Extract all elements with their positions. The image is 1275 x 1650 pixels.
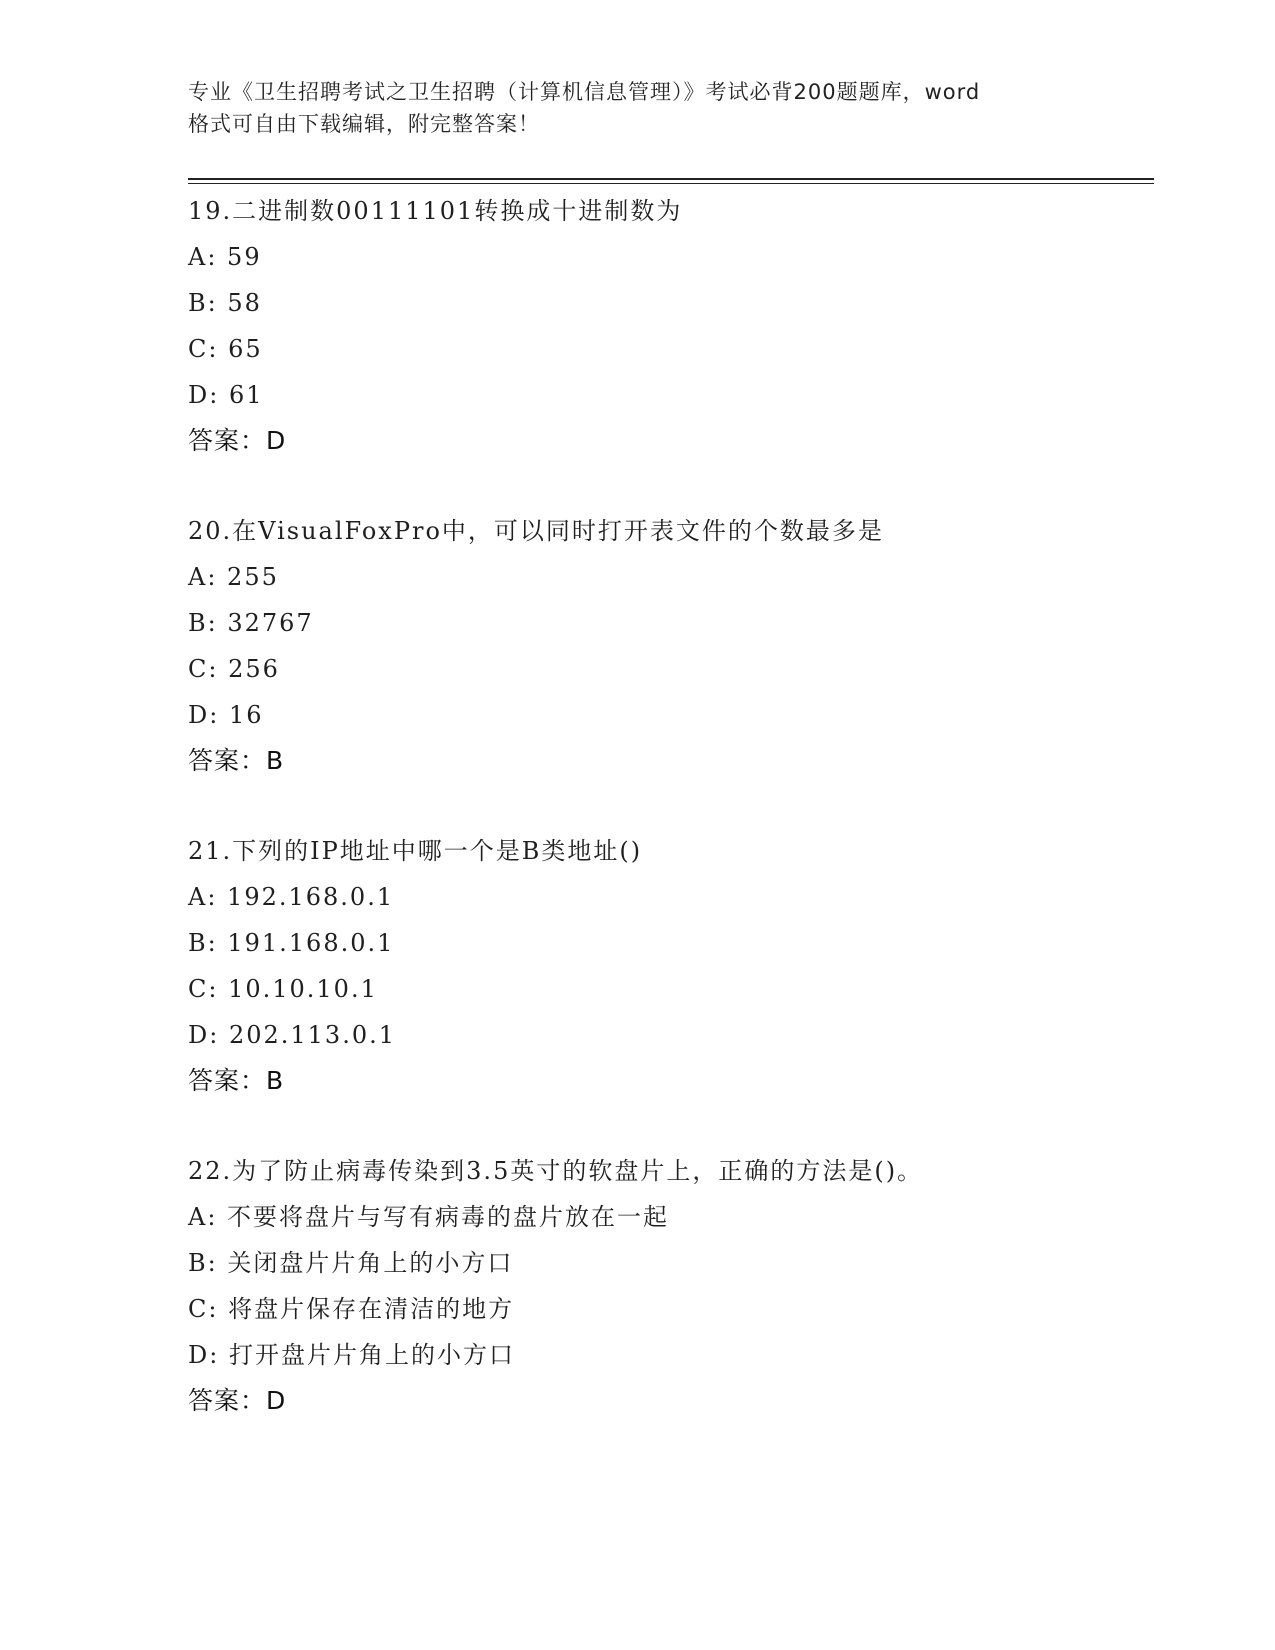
- question-19: [188, 188, 1154, 464]
- question-21: [188, 828, 1154, 1104]
- answer: 答案：B: [188, 746, 285, 775]
- option-a: A: 59: [188, 243, 262, 271]
- option-a: A: 255: [188, 563, 279, 591]
- header-divider-thin: [188, 183, 1154, 184]
- option-b: B: 191.168.0.1: [188, 929, 395, 957]
- option-b: B: 58: [188, 289, 262, 317]
- question-20: [188, 508, 1154, 784]
- header-title-line-2: 格式可自由下载编辑，附完整答案！: [188, 112, 540, 136]
- option-b: B: 关闭盘片片角上的小方口: [188, 1249, 514, 1277]
- header-title-line-1: 专业《卫生招聘考试之卫生招聘（计算机信息管理）》考试必背200题题库，word: [188, 80, 981, 104]
- question-22: [188, 1148, 1154, 1424]
- option-c: C: 10.10.10.1: [188, 975, 378, 1003]
- option-d: D: 61: [188, 381, 264, 409]
- option-b: B: 32767: [188, 609, 314, 637]
- option-c: C: 65: [188, 335, 263, 363]
- question-stem: 19.二进制数00111101转换成十进制数为: [188, 197, 683, 225]
- option-d: D: 16: [188, 701, 264, 729]
- option-d: D: 202.113.0.1: [188, 1021, 396, 1049]
- answer: 答案：B: [188, 1066, 285, 1095]
- question-stem: 21.下列的IP地址中哪一个是B类地址(): [188, 837, 643, 865]
- option-c: C: 256: [188, 655, 280, 683]
- option-a: A: 192.168.0.1: [188, 883, 395, 911]
- question-stem: 22.为了防止病毒传染到3.5英寸的软盘片上，正确的方法是()。: [188, 1157, 924, 1185]
- option-c: C: 将盘片保存在清洁的地方: [188, 1295, 515, 1323]
- header-divider-thick: [188, 178, 1154, 180]
- option-a: A: 不要将盘片与写有病毒的盘片放在一起: [188, 1203, 670, 1231]
- option-d: D: 打开盘片片角上的小方口: [188, 1341, 515, 1369]
- answer: 答案：D: [188, 1386, 287, 1415]
- question-stem: 20.在VisualFoxPro中，可以同时打开表文件的个数最多是: [188, 517, 884, 545]
- answer: 答案：D: [188, 426, 287, 455]
- document-header: [188, 76, 1108, 140]
